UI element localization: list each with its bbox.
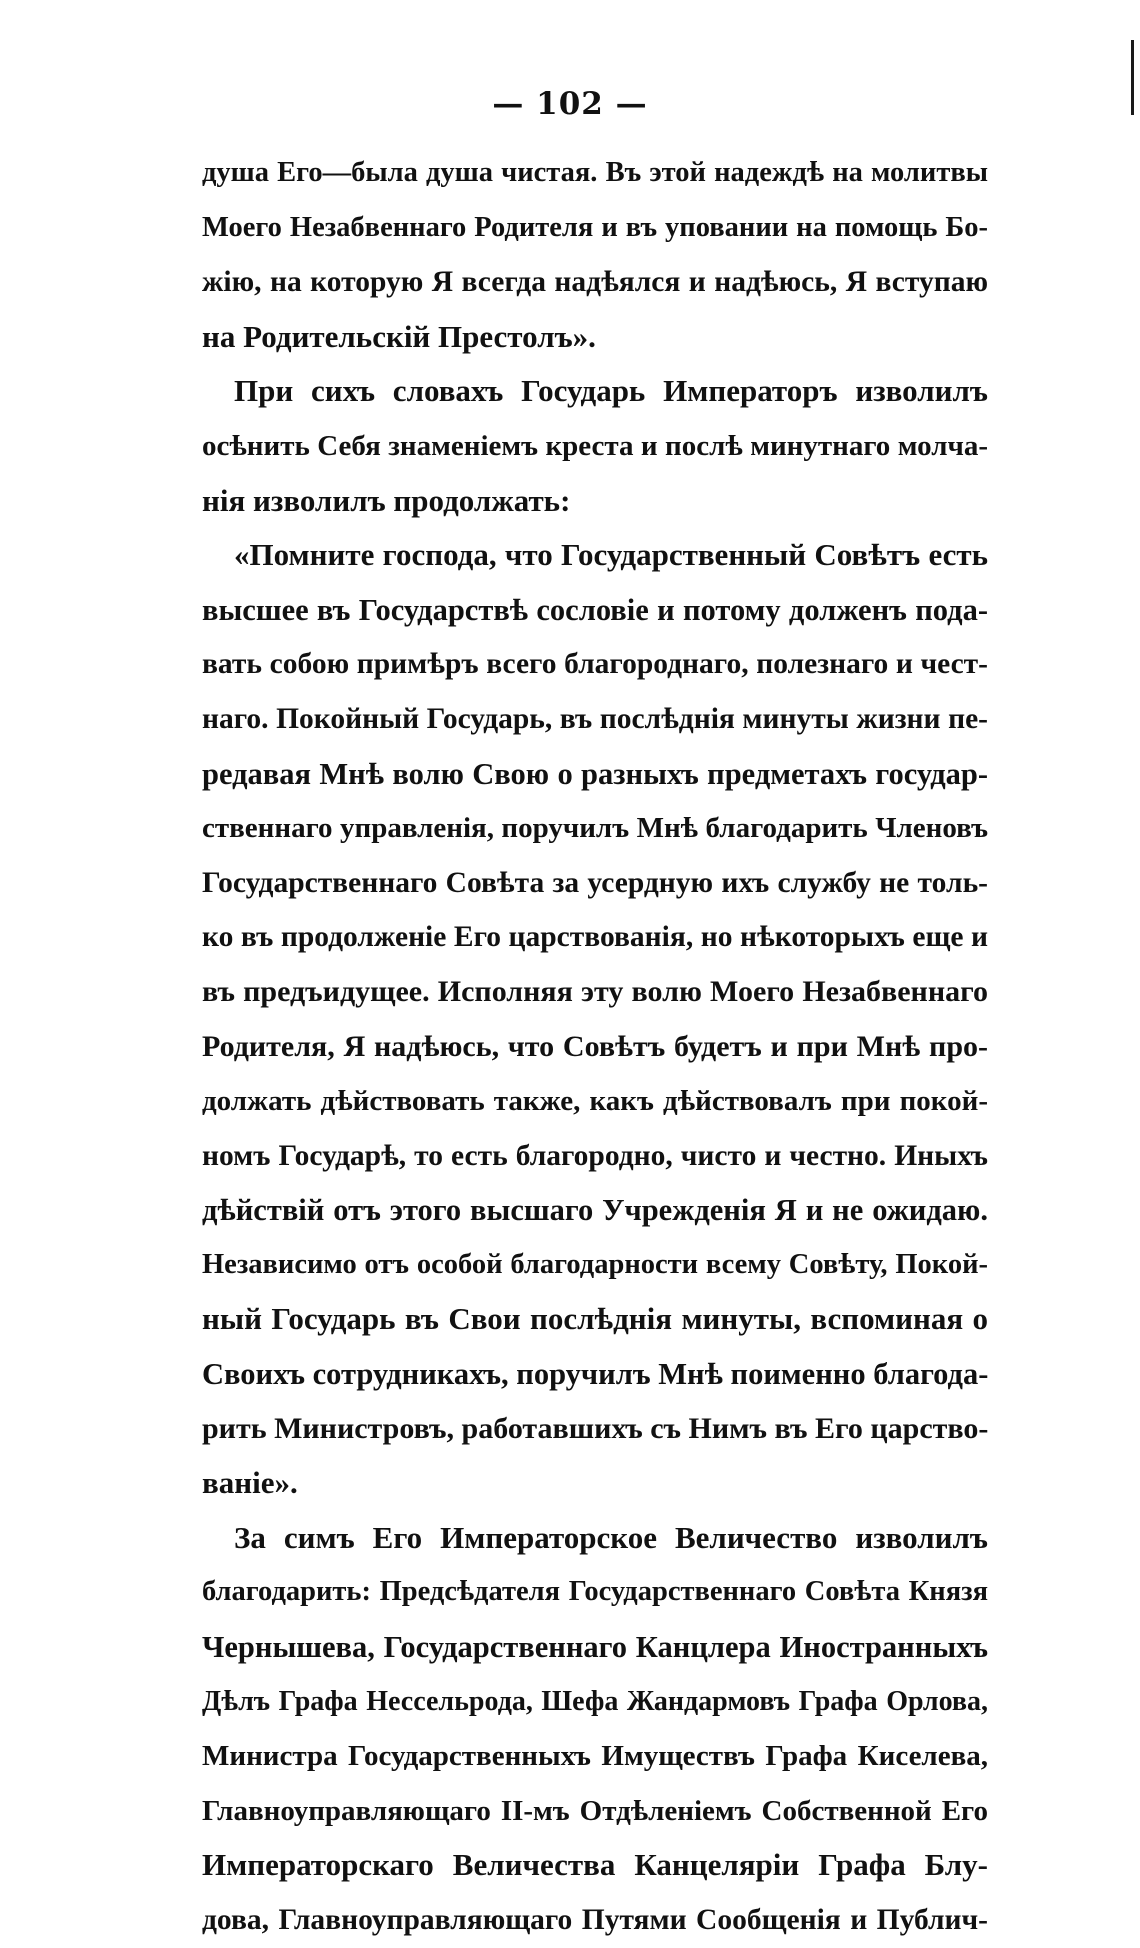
- text-line: высшее въ Государствѣ сословіе и потому долженъ пода-: [202, 592, 988, 627]
- text-line: Моего Незабвеннаго Родителя и въ уповании на помощь Бо-: [202, 211, 988, 243]
- text-line: осѣнить Себя знаменіемъ креста и послѣ минутнаго молча-: [202, 429, 988, 462]
- text-line: наго. Покойный Государь, въ послѣднія минуты жизни пе-: [202, 702, 988, 735]
- text-line: Своихъ сотрудникахъ, поручилъ Мнѣ поименно благода-: [202, 1357, 989, 1392]
- text-line: ственнаго управленія, поручилъ Мнѣ благодарить Членовъ: [202, 812, 988, 845]
- text-line: дова, Главноуправляющаго Путями Сообщенія и Публич-: [202, 1904, 988, 1936]
- paragraph: [202, 146, 988, 364]
- text-line: ный Государь въ Свои послѣднія минуты, вспоминая о: [202, 1301, 988, 1337]
- text-line: жію, на которую Я всегда надѣялся и надѣюсь, Я вступаю: [202, 266, 988, 299]
- paragraph: [202, 528, 988, 1511]
- paragraph: [202, 1511, 988, 1948]
- text-line: Государственнаго Совѣта за усердную ихъ службу не толь-: [202, 866, 988, 899]
- text-line: въ предъидущее. Исполняя эту волю Моего Незабвеннаго: [202, 974, 988, 1008]
- text-line: Чернышева, Государственнаго Канцлера Иностранныхъ: [202, 1630, 988, 1665]
- text-line: Министра Государственныхъ Имуществъ Графа Киселева,: [202, 1740, 988, 1773]
- body-text: [202, 146, 988, 1948]
- text-line: благодарить: Предсѣдателя Государственнаго Совѣта Князя: [202, 1576, 988, 1608]
- text-line: За симъ Его Императорское Величество изволилъ: [234, 1519, 988, 1555]
- text-line: номъ Государѣ, то есть благородно, чисто и честно. Иныхъ: [202, 1139, 988, 1172]
- text-line: Независимо отъ особой благодарности всему Совѣту, Покой-: [202, 1248, 988, 1280]
- text-line: ваніе».: [202, 1465, 298, 1501]
- text-line: Главноуправляющаго II-мъ Отдѣленіемъ Собственной Его: [202, 1794, 988, 1827]
- text-line: При сихъ словахъ Государь Императоръ изволилъ: [234, 373, 988, 409]
- text-line: Родителя, Я надѣюсь, что Совѣтъ будетъ и при Мнѣ про-: [202, 1029, 988, 1063]
- text-line: вать собою примѣръ всего благороднаго, полезнаго и чест-: [202, 648, 988, 681]
- text-line: душа Его—была душа чистая. Въ этой надеждѣ на молитвы: [202, 157, 988, 188]
- text-line: должать дѣйствовать также, какъ дѣйствовалъ при покой-: [202, 1085, 988, 1118]
- text-line: Императорскаго Величества Канцеляріи Графа Блу-: [202, 1847, 988, 1883]
- text-line: редавая Мнѣ волю Свою о разныхъ предметахъ государ-: [202, 756, 988, 791]
- text-line: на Родительскій Престолъ».: [202, 318, 596, 354]
- text-line: нія изволилъ продолжать:: [202, 482, 571, 518]
- text-line: рить Министровъ, работавшихъ съ Нимъ въ Его царство-: [202, 1411, 989, 1445]
- text-line: Дѣлъ Графа Нессельрода, Шефа Жандармовъ Графа Орлова,: [202, 1685, 988, 1717]
- text-line: ко въ продолженіе Его царствованія, но нѣкоторыхъ еще и: [202, 921, 988, 954]
- text-line: дѣйствій отъ этого высшаго Учрежденія Я и не ожидаю.: [202, 1193, 988, 1228]
- paragraph: [202, 364, 988, 528]
- page-number: — 102 —: [492, 86, 648, 122]
- text-line: «Помните господа, что Государственный Совѣтъ есть: [234, 537, 988, 573]
